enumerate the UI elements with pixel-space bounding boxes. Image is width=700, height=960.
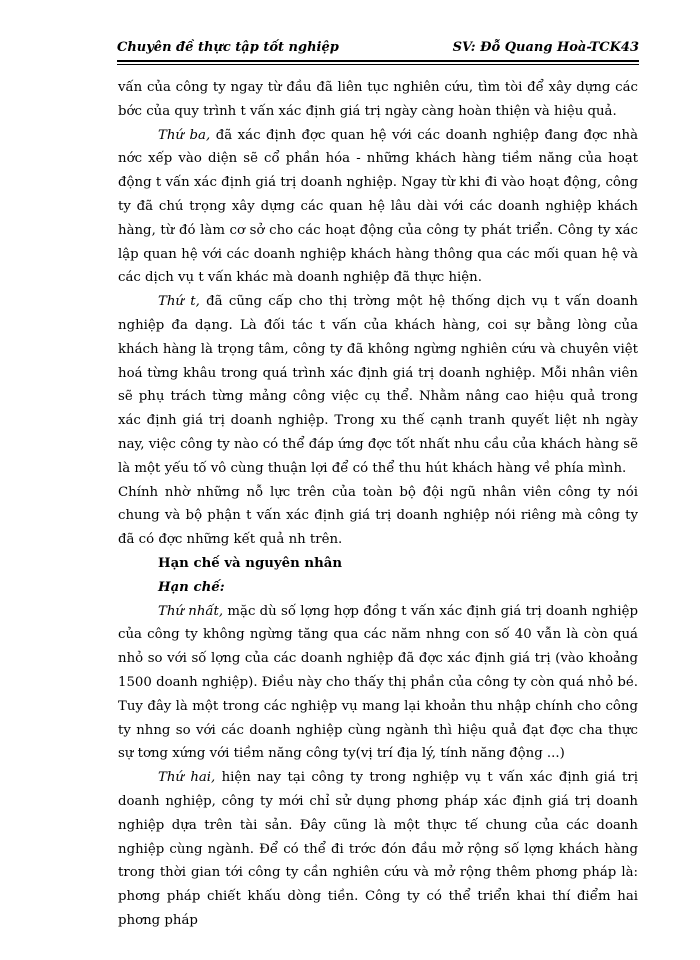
- paragraph-lead: Thứ ba,: [158, 127, 211, 143]
- page-header: [117, 38, 639, 60]
- paragraph-lead: Thứ t,: [158, 294, 200, 310]
- section-heading: Hạn chế và nguyên nhân: [158, 555, 343, 571]
- document-body: [118, 76, 638, 933]
- paragraph: Thứ hai, hiện nay tại công ty trong nghiệp vụ t vấn xác định giá trị doanh nghiệp, công ty mới chỉ sử dụng phơng pháp xác định giá trị doanh nghiệp dựa trên tài sản. Đây cũng là một thực tế chung của các doanh nghiệp cùng ngành. Để có thể đi trớc đón đầu mở rộng số lợng khách hàng trong thời gian tới công ty cần nghiên cứu và mở rộng thêm phơng pháp là: phơng pháp chiết khấu dòng tiền. Công ty có thể triển khai thí điểm hai phơng pháp: [118, 770, 638, 928]
- paragraph: Thứ ba, đã xác định đợc quan hệ với các doanh nghiệp đang đợc nhà nớc xếp vào diện sẽ cổ phần hóa - những khách hàng tiềm năng của hoạt động t vấn xác định giá trị doanh nghiệp. Ngay từ khi đi vào hoạt động, công ty đã chú trọng xây dựng các quan hệ lâu dài với các doanh nghiệp khách hàng, từ đó làm cơ sở cho các hoạt động của công ty phát triển. Công ty xác lập quan hệ với các doanh nghiệp khách hàng thông qua các mối quan hệ và các dịch vụ t vấn khác mà doanh nghiệp đã thực hiện.: [118, 127, 639, 286]
- paragraph: vấn của công ty ngay từ đầu đã liên tục nghiên cứu, tìm tòi để xây dựng các bớc của quy trình t vấn xác định giá trị ngày càng hoàn thiện và hiệu quả.: [118, 80, 638, 119]
- header-author: SV: Đỗ Quang Hoà-TCK43: [452, 40, 639, 55]
- paragraph: Thứ t, đã cũng cấp cho thị trờng một hệ thống dịch vụ t vấn doanh nghiệp đa dạng. Là đối tác t vấn của khách hàng, coi sự bằng lòng của khách hàng là trọng tâm, công ty đã không ngừng nghiên cứu và chuyên việt hoá từng khâu trong quá trình xác định giá trị doanh nghiệp. Mỗi nhân viên sẽ phụ trách từng mảng công việc cụ thể. Nhằm nâng cao hiệu quả trong xác định giá trị doanh nghiệp. Trong xu thế cạnh tranh quyết liệt nh ngày nay, việc công ty nào có thể đáp ứng đợc tốt nhất nhu cầu của khách hàng sẽ là một yếu tố vô cùng thuận lợi để có thể thu hút khách hàng về phía mình.: [118, 294, 638, 476]
- header-rule-thick: [117, 60, 639, 62]
- paragraph-lead: Thứ nhất,: [158, 603, 224, 619]
- paragraph: Chính nhờ những nỗ lực trên của toàn bộ đội ngũ nhân viên công ty nói chung và bộ phận t vấn xác định giá trị doanh nghiệp nói riêng mà công ty đã có đợc những kết quả nh trên.: [118, 484, 638, 548]
- header-rule-thin: [117, 64, 639, 65]
- paragraph-lead: Thứ hai,: [158, 770, 216, 786]
- paragraph: Thứ nhất, mặc dù số lợng hợp đồng t vấn xác định giá trị doanh nghiệp của công ty không ngừng tăng qua các năm nhng con số 40 vẫn là còn quá nhỏ so với số lợng của các doanh nghiệp đã đợc xác định giá trị (vào khoảng 1500 doanh nghiệp). Điều này cho thấy thị phần của công ty còn quá nhỏ bé. Tuy đây là một trong các nghiệp vụ mang lại khoản thu nhập chính cho công ty nhng so với các doanh nghiệp cùng ngành thì hiệu quả đạt đợc cha thực sự tơng xứng với tiềm năng công ty(vị trí địa lý, tính năng động ...): [118, 603, 638, 762]
- header-title: Chuyên đề thực tập tốt nghiệp: [117, 40, 339, 55]
- section-subheading: Hạn chế:: [158, 579, 225, 595]
